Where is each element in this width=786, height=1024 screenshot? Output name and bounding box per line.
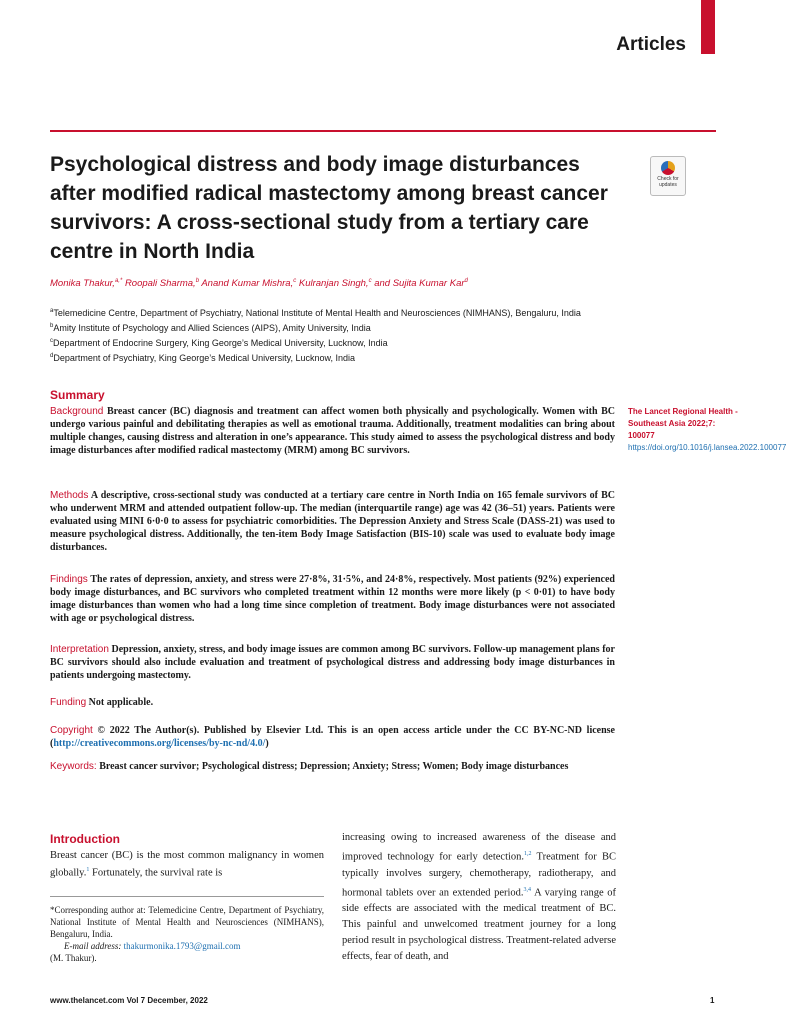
check-updates-label: Check for updates <box>657 176 679 188</box>
author-list <box>50 278 468 289</box>
abstract-label: Methods <box>50 490 89 501</box>
abstract-label: Background <box>50 406 104 417</box>
email-link[interactable]: thakurmonika.1793@gmail.com <box>123 941 241 951</box>
introduction-heading: Introduction <box>50 832 120 846</box>
reference-link[interactable]: 1,2 <box>524 851 532 857</box>
corresponding-author-footnote: *Corresponding author at: Telemedicine Centre, Department of Psychiatry, National Institute of Mental Health and Neurosciences (NIMHANS), Bengaluru, India. E-mail address: thakurmonika.1793@gmail.com (M. Thakur). <box>50 905 324 963</box>
author-affiliation-marker: b <box>195 278 200 284</box>
abstract-label: Funding <box>50 697 87 708</box>
license-link[interactable]: http://creativecommons.org/licenses/by-nc-nd/4.0/ <box>53 738 266 749</box>
author-affiliation-marker: a,* <box>114 278 123 284</box>
header-divider <box>50 130 716 132</box>
author-affiliation-marker: c <box>293 278 297 284</box>
section-color-tab <box>701 0 715 54</box>
check-for-updates-button[interactable] <box>650 156 686 196</box>
abstract-methods: Methods A descriptive, cross-sectional study was conducted at a tertiary care centre in North India on 165 female survivors of BC who underwent MRM and attended outpatient follow-up. The median (interquartile range) age was 42 (36–51) years. Patients were evaluated using MINI 6·0·0 to assess for psychiatric comorbidities. The Depression Anxiety and Stress Scale (DASS-21) was used to measure psychological distress. Additionally, the ten-item Body Image Satisfaction (BIS-10) scale was used to evaluate body image disturbances. <box>50 490 615 553</box>
abstract-label: Findings <box>50 574 88 585</box>
affiliation-item: $^d$Department of Psychiatry, King George’s Medical University, Lucknow, India <box>50 353 355 363</box>
keywords-label: Keywords: <box>50 761 97 772</box>
abstract-label: Interpretation <box>50 644 109 655</box>
article-title: Psychological distress and body image disturbances after modified radical mastectomy among breast cancer survivors: A cross-sectional study from a tertiary care centre in North India <box>50 153 608 263</box>
section-label: Articles <box>616 34 686 55</box>
abstract-label: Copyright <box>50 725 93 736</box>
footnote-divider <box>50 896 324 897</box>
affiliation-item: $^c$Department of Endocrine Surgery, King George’s Medical University, Lucknow, India <box>50 338 388 348</box>
summary-heading: Summary <box>50 388 105 402</box>
abstract-findings: Findings The rates of depression, anxiety, and stress were 27·8%, 31·5%, and 24·8%, respectively. Most patients (92%) experienced body image disturbances, and BC survivors who completed treatment within 12 months were more likely (p < 0·01) to have body image disturbances than women who had a long time since completion of treatment. Body image disturbances were not associated with age or psychological distress. <box>50 574 615 624</box>
page-number: 1 <box>710 996 715 1005</box>
reference-link[interactable]: 1 <box>86 867 90 873</box>
crossmark-icon <box>661 161 675 175</box>
abstract-funding: Funding Not applicable. <box>50 697 154 708</box>
author-affiliation-marker: c <box>368 278 372 284</box>
author-name[interactable]: Monika Thakur, <box>50 278 115 290</box>
author-name[interactable]: Anand Kumar Mishra, <box>201 278 294 290</box>
abstract-copyright: Copyright © 2022 The Author(s). Published by Elsevier Ltd. This is an open access article under the CC BY-NC-ND license (http://creativecommons.org/licenses/by-nc-nd/4.0/) <box>50 725 615 749</box>
affiliation-list <box>50 305 610 365</box>
keywords: Keywords: Breast cancer survivor; Psychological distress; Depression; Anxiety; Stress; Women; Body image disturbances <box>50 761 569 772</box>
citation-box <box>628 406 786 454</box>
intro-right-column: increasing owing to increased awareness of the disease and improved technology for early detection.$^{1,2}$ Treatment for BC typically involves surgery, chemotherapy, radiotherapy, and hormonal tablets over an extended period.$^{3,4}$ A varying range of side effects are associated with the medical treatment of BC. This painful and unwelcomed treatment journey for a long period result in psychological distress. Treatment-related adverse effects, fear of death, and <box>342 832 616 962</box>
intro-left-column: Breast cancer (BC) is the most common malignancy in women globally.$^1$ Fortunately, the survival rate is <box>50 850 324 879</box>
doi-link[interactable]: https://doi.org/10.1016/j.lansea.2022.100077 <box>628 443 786 452</box>
abstract-interpretation: Interpretation Depression, anxiety, stress, and body image issues are common among BC survivors. Follow-up management plans for BC survivors should also include evaluation and treatment of psychological distress and addressing body image disturbances in patients undergoing mastectomy. <box>50 644 615 681</box>
author-name[interactable]: Roopali Sharma, <box>124 278 196 290</box>
journal-citation: The Lancet Regional Health - Southeast Asia 2022;7: 100077 <box>628 407 738 440</box>
journal-footer: www.thelancet.com Vol 7 December, 2022 <box>50 996 208 1005</box>
author-name[interactable]: Kulranjan Singh, <box>298 278 369 290</box>
abstract-background: Background Breast cancer (BC) diagnosis and treatment can affect women both physically and psychologically. Women with BC undergo various painful and debilitating therapies as well as emotional trauma. Additionally, treatment modalities can bring about multiple changes, causing distress and alteration in one’s appearance. This study aimed to assess the psychological distress and body image disturbances after modified radical mastectomy (MRM) among BC survivors. <box>50 406 615 456</box>
author-name[interactable]: and Sujita Kumar Kar <box>374 278 465 290</box>
affiliation-item: $^b$Amity Institute of Psychology and Allied Sciences (AIPS), Amity University, India <box>50 323 371 333</box>
affiliation-item: $^a$Telemedicine Centre, Department of Psychiatry, National Institute of Mental Health and Neurosciences (NIMHANS), Bengaluru, India <box>50 308 581 318</box>
reference-link[interactable]: 3,4 <box>523 886 532 893</box>
author-affiliation-marker: d <box>464 278 468 284</box>
